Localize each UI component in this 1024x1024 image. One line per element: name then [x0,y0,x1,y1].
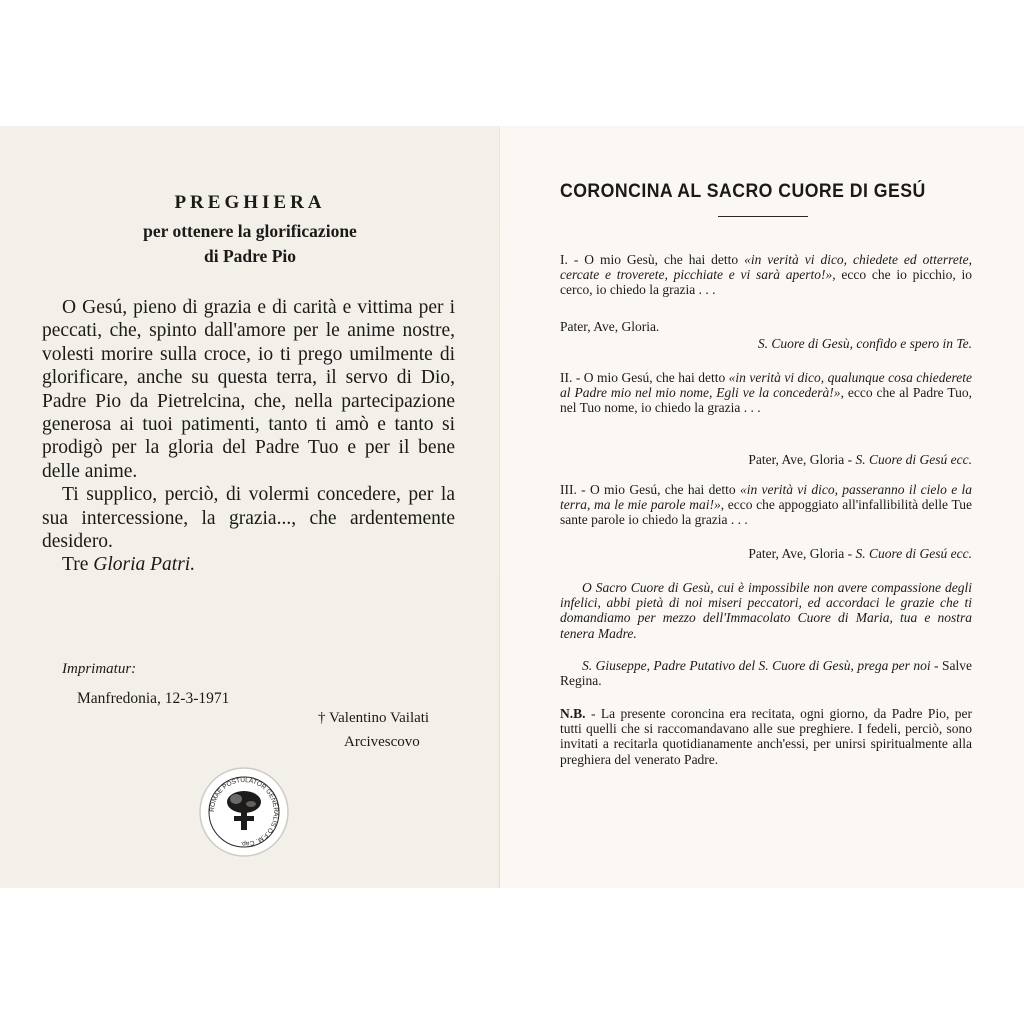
right-title: CORONCINA AL SACRO CUORE DI GESÚ [560,181,926,202]
invocation-2-quote: «in verità vi dico, qualunque cosa chiederete al Padre mio nel mio nome, Egli ve la concederà!» [560,370,973,401]
invocation-1-tail: , ecco che io picchio, io cerco, io chiedo la grazia . . . [560,267,972,298]
invocation-3-pater: Pater, Ave, Gloria - [748,546,856,561]
prayer-paragraph-1: O Gesú, pieno di grazia e di carità e vittima per i peccati, che, spinto dall'amore per le anime nostre, volesti morire sulla croce, io ti prego umilmente di glorificare, anche su questa terra, il servo di Dio, Padre Pio da Pietrelcina, che, nella partecipazione generosa ai tuoi patimenti, tanto ti amò e tanto si prodigò per la gloria del Padre Tuo e per il bene delle anime. [42,297,455,482]
left-page [0,126,500,888]
imprimatur-label: Imprimatur: [62,661,137,677]
invocation-2-response: S. Cuore di Gesú ecc. [855,452,972,467]
prayer-p3-lead: Tre [62,554,94,576]
signature-title: Arcivescovo [344,734,420,750]
left-title: PREGHIERA [174,192,326,213]
prayer-p3-italic: Gloria Patri. [93,554,196,576]
stamp-seal-icon [198,766,290,858]
stamp-ring-text: ROMAE POSTULATOR GENERALIS O.F.M. Cap. [208,776,280,848]
nota-bene-text: - La presente coroncina era recitata, ogni giorno, da Padre Pio, per tutti quelli che si raccomandavano alle sue preghiere. I fedeli, perciò, sono invitati a recitarla quotidianamente anch'essi, per unirsi spiritualmente alla preghiera del venerato Padre. [560,706,972,767]
invocation-2-lead: II. - O mio Gesú, che hai detto [560,370,729,385]
prayer-card [0,126,1024,888]
prayer-body [42,296,455,577]
giuseppe-text: S. Giuseppe, Padre Putativo del S. Cuore di Gesù, prega per noi [582,658,931,673]
invocation-3-quote: «in verità vi dico, passeranno il cielo e la terra, ma le mie parole mai!» [560,482,972,513]
invocation-1 [560,252,972,298]
nota-bene [560,706,972,767]
invocation-2 [560,370,972,416]
invocation-1-lead: I. - O mio Gesù, che hai detto [560,252,745,267]
giuseppe-invocation [560,658,972,688]
prayer-paragraph-2: Ti supplico, perciò, di volermi concedere, per la sua intercessione, la grazia..., che ardentemente desidero. [42,484,455,553]
nota-bene-label: N.B. [560,706,586,721]
invocation-3-response: S. Cuore di Gesú ecc. [855,546,972,561]
invocation-3 [560,482,972,528]
invocation-2-pater: Pater, Ave, Gloria - [748,452,856,467]
invocation-3-lead: III. - O mio Gesú, che hai detto [560,482,740,497]
invocation-2-tail: , ecco che al Padre Tuo, nel Tuo nome, io chiedo la grazia . . . [560,385,973,416]
invocation-3-tail: , ecco che appoggiato all'infallibilità delle Tue sante parole io chiedo la grazia . . . [560,497,972,528]
giuseppe-tail: - Salve Regina. [560,658,972,689]
invocation-1-quote: «in verità vi dico, chiedete ed otterrete, cercate e troverete, picchiate e vi sarà aperto!» [560,252,972,283]
invocation-3-closing [560,546,972,561]
postulator-stamp [198,766,290,858]
invocation-1-response: S. Cuore di Gesù, confido e spero in Te. [757,336,972,351]
invocation-2-closing [560,452,972,467]
imprimatur-place: Manfredonia, 12-3-1971 [77,690,230,707]
closing-prayer: O Sacro Cuore di Gesù, cui è impossibile non avere compassione degli infelici, abbi pietà di noi miseri peccatori, ed accordaci le grazie che ti domandiamo per mezzo dell'Immacolato Cuore di Maria, tua e nostra tenera Madre. [560,580,972,641]
invocation-1-pater: Pater, Ave, Gloria. [560,319,660,334]
left-subtitle-1: per ottenere la glorificazione [143,221,357,241]
title-underline [718,216,808,217]
left-subtitle-2: di Padre Pio [203,246,297,266]
prayer-paragraph-3 [42,553,455,576]
signature-name: † Valentino Vailati [318,710,430,726]
